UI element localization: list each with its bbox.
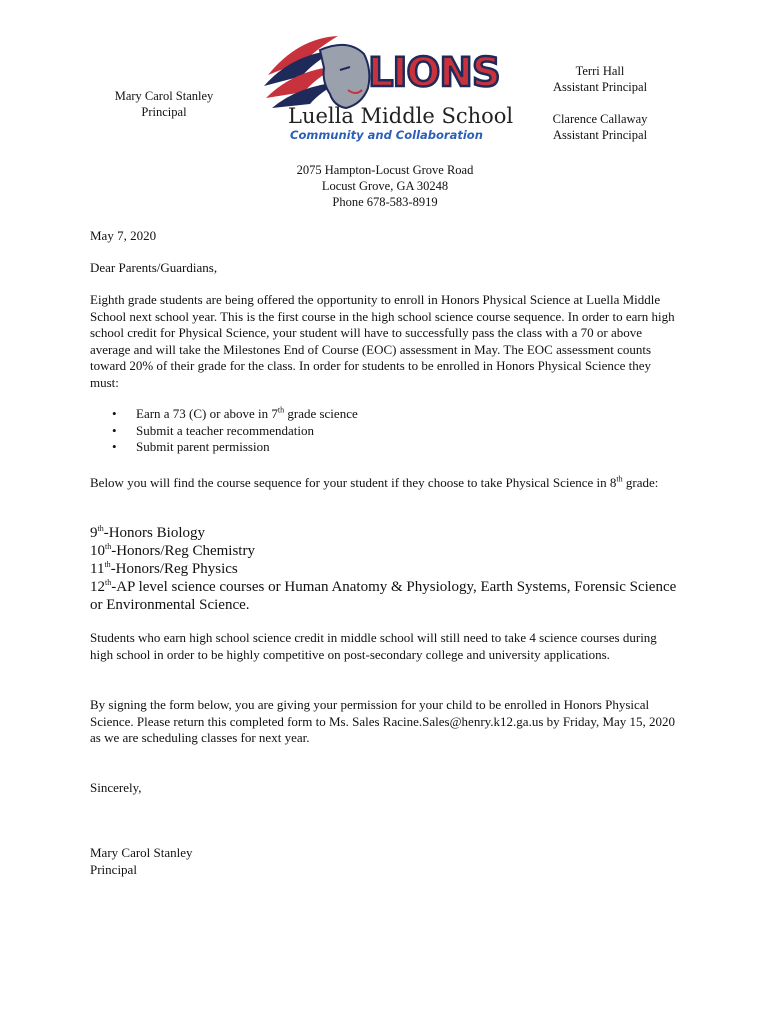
principal-block (100, 88, 228, 120)
sequence-item-9: 9th-Honors Biology (90, 524, 205, 541)
paragraph-permission: By signing the form below, you are giving your permission for your child to be enrolled in Honors Physical Science. Please return this completed form to Ms. Sales Racine.Sales@henry.k12.ga.us by Friday, May 15, 2020 as we are scheduling classes for next year. (90, 697, 676, 745)
letter-date: May 7, 2020 (90, 228, 157, 243)
signer-title: Principal (90, 861, 137, 877)
list-item: • Earn a 73 (C) or above in 7th grade science (136, 406, 726, 423)
assistant-principal-1-title: Assistant Principal (552, 80, 648, 94)
paragraph-credit-note: Students who earn high school science credit in middle school will still need to take 4 science courses during high school in order to be highly competitive on post-secondary college and university applications. (90, 630, 657, 662)
address-phone: Phone 678-583-8919 (332, 195, 438, 209)
principal-title: Principal (141, 105, 187, 119)
school-motto: Community and Collaboration (290, 128, 483, 142)
list-item: • Submit a teacher recommendation (136, 423, 726, 440)
sequence-item-10: 10th-Honors/Reg Chemistry (90, 542, 255, 559)
address-city: Locust Grove, GA 30248 (321, 179, 449, 193)
signature-block (90, 845, 680, 878)
requirements-list (90, 406, 726, 456)
paragraph-intro: Eighth grade students are being offered the opportunity to enroll in Honors Physical Science at Luella Middle School next school year. This is the first course in the high school science course sequence. In order to earn high school credit for Physical Science, your student will have to successfully pass the class with a 70 or above average and will take the Milestones End of Course (EOC) assessment in May. The EOC assessment counts toward 20% of their grade for the class. In order for students to be enrolled in Honors Physical Science they must: (90, 292, 675, 390)
assistant-principal-2-title: Assistant Principal (552, 128, 648, 142)
signer-name: Mary Carol Stanley (90, 845, 193, 860)
principal-name: Mary Carol Stanley (114, 89, 214, 103)
school-address (240, 162, 530, 210)
assistant-principals-block (530, 63, 670, 143)
address-street: 2075 Hampton-Locust Grove Road (296, 163, 474, 177)
letter-greeting: Dear Parents/Guardians, (90, 260, 218, 275)
sequence-item-12: 12th-AP level science courses or Human Anatomy & Physiology, Earth Systems, Forensic Science or Environmental Science. (90, 578, 677, 613)
letter-closing: Sincerely, (90, 780, 142, 795)
school-name: Luella Middle School (288, 104, 514, 128)
assistant-principal-2-name: Clarence Callaway (552, 112, 648, 126)
logo-lions-text: LIONS (368, 50, 500, 96)
course-sequence (90, 524, 680, 614)
list-item: • Submit parent permission (136, 439, 726, 456)
sequence-item-11: 11th-Honors/Reg Physics (90, 560, 238, 577)
paragraph-sequence-intro: Below you will find the course sequence for your student if they choose to take Physical Science in 8th grade: (90, 474, 659, 490)
assistant-principal-1-name: Terri Hall (575, 64, 625, 78)
